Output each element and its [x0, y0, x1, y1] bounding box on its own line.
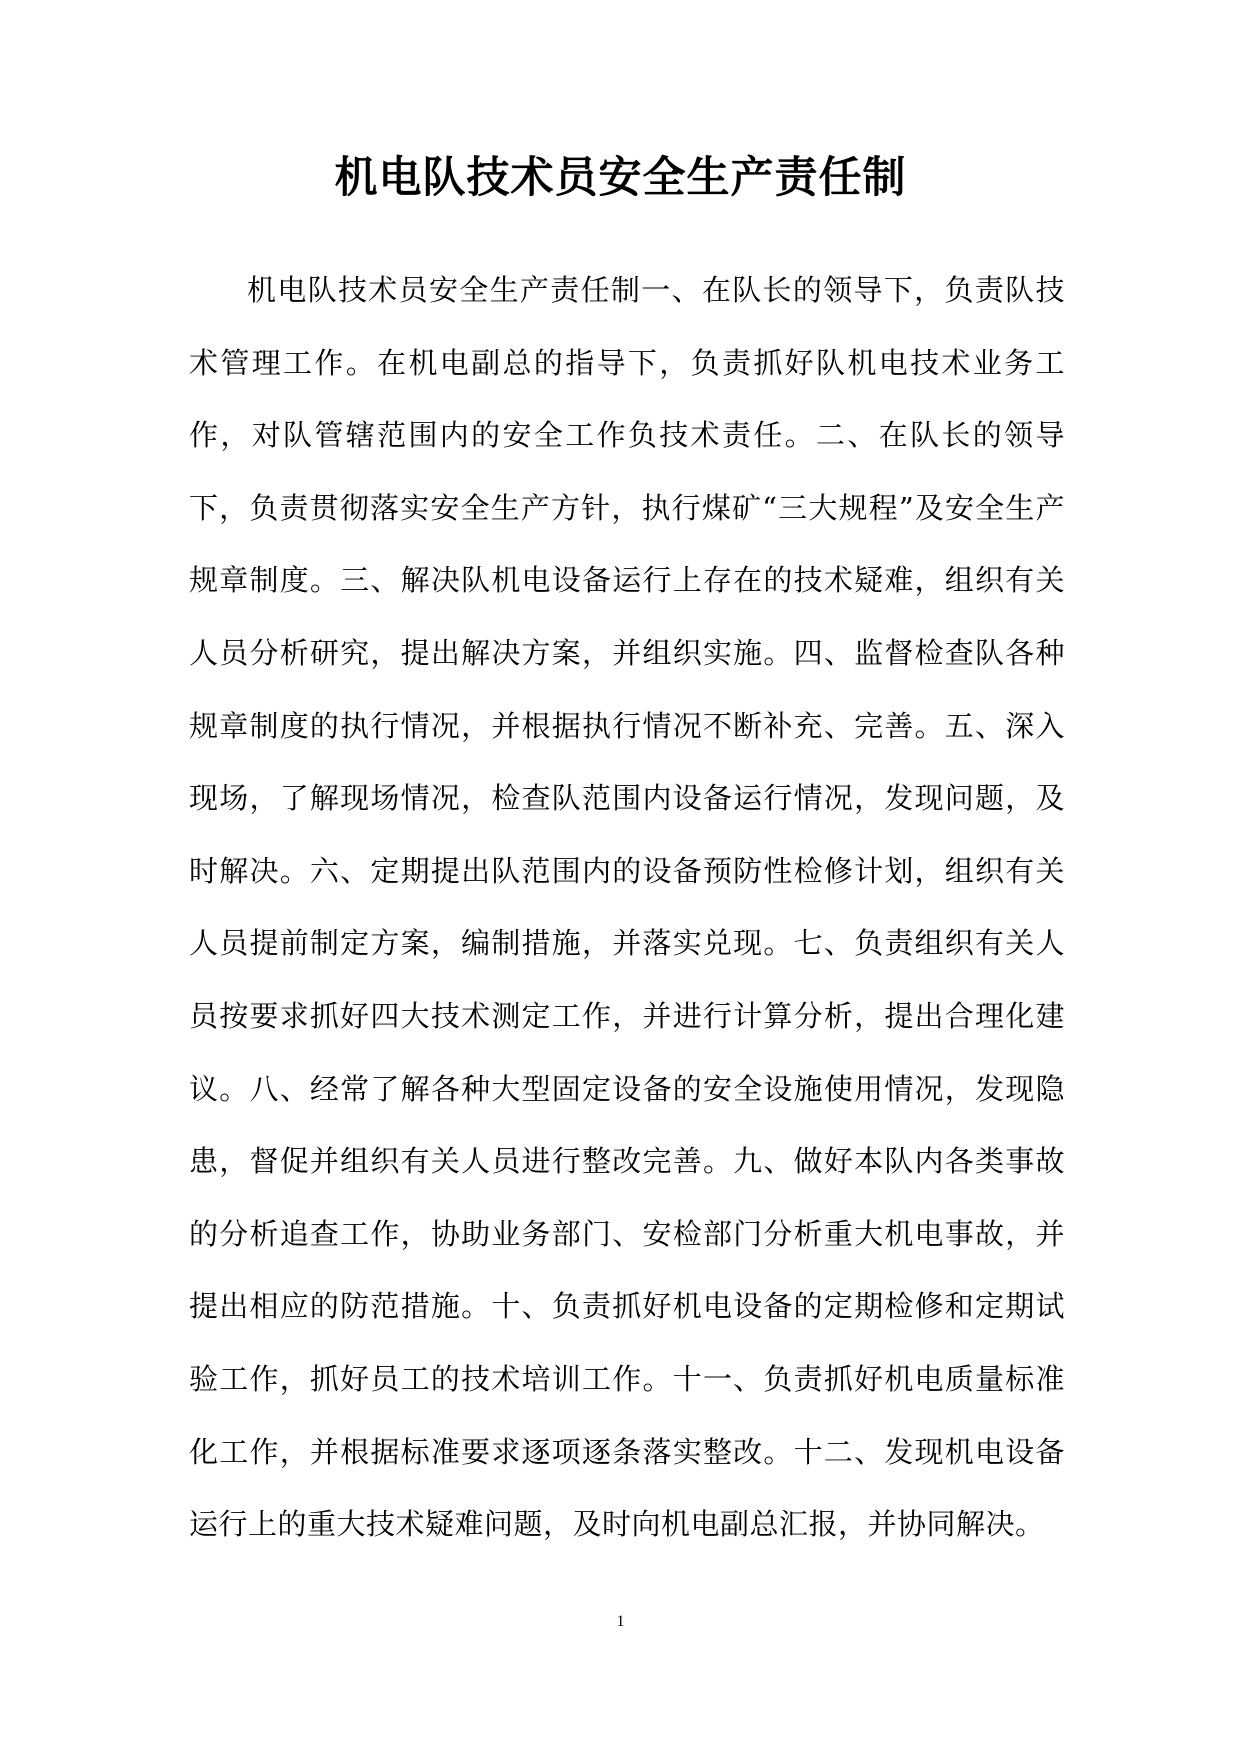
document-body: 机电队技术员安全生产责任制一、在队长的领导下，负责队技术管理工作。在机电副总的指导下，负责抓好队机电技术业务工作，对队管辖范围内的安全工作负技术责任。二、在队长的领导下，负责贯彻落实安全生产方针，执行煤矿“三大规程”及安全生产规章制度。三、解决队机电设备运行上存在的技术疑难，组织有关人员分析研究，提出解决方案，并组织实施。四、监督检查队各种规章制度的执行情况，并根据执行情况不断补充、完善。五、深入现场，了解现场情况，检查队范围内设备运行情况，发现问题，及时解决。六、定期提出队范围内的设备预防性检修计划，组织有关人员提前制定方案，编制措施，并落实兑现。七、负责组织有关人员按要求抓好四大技术测定工作，并进行计算分析，提出合理化建议。八、经常了解各种大型固定设备的安全设施使用情况，发现隐患，督促并组织有关人员进行整改完善。九、做好本队内各类事故的分析追查工作，协助业务部门、安检部门分析重大机电事故，并提出相应的防范措施。十、负责抓好机电设备的定期检修和定期试验工作，抓好员工的技术培训工作。十一、负责抓好机电质量标准化工作，并根据标准要求逐项逐条落实整改。十二、发现机电设备运行上的重大技术疑难问题，及时向机电副总汇报，并协同解决。 [189, 273, 1065, 1542]
document-title: 机电队技术员安全生产责任制 [334, 153, 907, 203]
page-number: 1 [616, 1613, 625, 1630]
